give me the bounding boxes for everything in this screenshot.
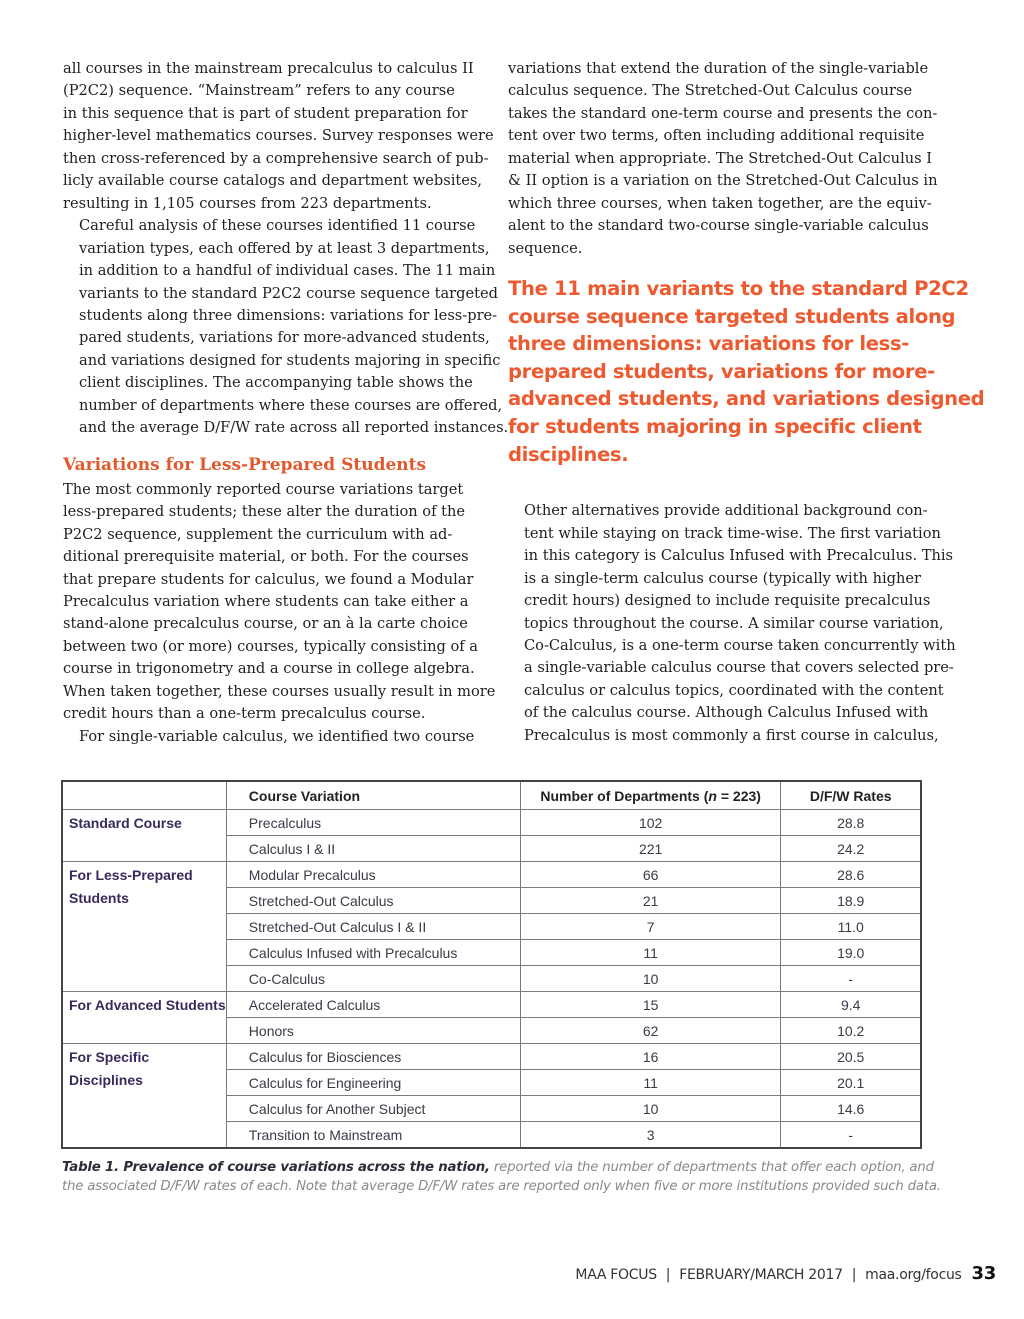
text-line: client disciplines. The accompanying table shows the: [79, 374, 473, 392]
departments-cell: 11: [520, 940, 780, 966]
rate-cell: 10.2: [781, 1018, 921, 1044]
variation-cell: Stretched-Out Calculus I & II: [226, 914, 520, 940]
text-line: which three courses, when taken together, are the equiv-: [508, 194, 932, 212]
text-line: a single-variable calculus course that covers selected pre-: [524, 659, 954, 677]
text-line: material when appropriate. The Stretched-Out Calculus I: [508, 149, 933, 167]
text-line: advanced students, and variations designed: [508, 387, 985, 411]
departments-header: Number of Departments (n = 223): [520, 781, 780, 810]
text-line: alent to the standard two-course single-variable calculus: [508, 217, 929, 235]
issue-date: FEBRUARY/MARCH 2017: [679, 1267, 843, 1283]
text-line: stand-alone precalculus course, or an à la carte choice: [63, 615, 468, 633]
variation-cell: Calculus for Engineering: [226, 1070, 520, 1096]
separator: |: [851, 1267, 857, 1283]
text-line: takes the standard one-term course and presents the con-: [508, 104, 938, 122]
departments-cell: 21: [520, 888, 780, 914]
text-line: course sequence targeted students along: [508, 304, 956, 328]
text-line: is a single-term calculus course (typically with higher: [524, 569, 922, 587]
text-line: ditional prerequisite material, or both. For the courses: [63, 548, 469, 566]
table-row: [62, 1044, 921, 1070]
table-caption: [62, 1158, 942, 1196]
rate-cell: 19.0: [781, 940, 921, 966]
text-line: students along three dimensions: variations for less-pre-: [79, 306, 498, 324]
departments-cell: 7: [520, 914, 780, 940]
rate-cell: 11.0: [781, 914, 921, 940]
rates-header: D/F/W Rates: [781, 781, 921, 810]
paragraph: [508, 500, 956, 747]
text-line: tent while staying on track time-wise. The first variation: [524, 524, 941, 542]
group-label: For Specific Disciplines: [62, 1044, 226, 1149]
group-label: For Advanced Students: [62, 992, 226, 1044]
group-header: [62, 781, 226, 810]
variation-cell: Calculus for Biosciences: [226, 1044, 520, 1070]
departments-cell: 102: [520, 810, 780, 836]
text-line: three dimensions: variations for less-: [508, 332, 910, 356]
text-line: course in trigonometry and a course in college algebra.: [63, 660, 475, 678]
section-heading: Variations for Less-Prepared Students: [63, 454, 427, 475]
text-line: between two (or more) courses, typically consisting of a: [63, 637, 478, 655]
variation-cell: Calculus Infused with Precalculus: [226, 940, 520, 966]
variation-cell: Calculus I & II: [226, 836, 520, 862]
text-line: higher-level mathematics courses. Survey responses were: [63, 127, 494, 145]
text-line: Other alternatives provide additional background con-: [524, 502, 928, 520]
variation-cell: Calculus for Another Subject: [226, 1096, 520, 1122]
text-line: Precalculus variation where students can take either a: [63, 592, 469, 610]
rate-cell: 20.5: [781, 1044, 921, 1070]
text-line: When taken together, these courses usually result in more: [63, 682, 496, 700]
table-row: [62, 862, 921, 888]
text-line: topics throughout the course. A similar course variation,: [524, 614, 944, 632]
rate-cell: -: [781, 966, 921, 992]
rate-cell: 28.8: [781, 810, 921, 836]
variation-cell: Co-Calculus: [226, 966, 520, 992]
table-row: [62, 810, 921, 836]
paragraph: [63, 726, 491, 748]
text-line: calculus sequence. The Stretched-Out Calculus course: [508, 82, 913, 100]
departments-cell: 66: [520, 862, 780, 888]
variation-header: Course Variation: [226, 781, 520, 810]
text-line: less-prepared students; these alter the duration of the: [63, 503, 466, 521]
publication-name: MAA FOCUS: [575, 1267, 657, 1283]
text-line: P2C2 sequence, supplement the curriculum with ad-: [63, 525, 453, 543]
variation-cell: Accelerated Calculus: [226, 992, 520, 1018]
rate-cell: 20.1: [781, 1070, 921, 1096]
text-line: The 11 main variants to the standard P2C2: [508, 277, 969, 301]
group-label: Standard Course: [62, 810, 226, 862]
text-line: & II option is a variation on the Stretched-Out Calculus in: [508, 172, 938, 190]
paragraph: [63, 479, 496, 726]
variation-cell: Honors: [226, 1018, 520, 1044]
text-line: The most commonly reported course variations target: [63, 480, 464, 498]
text-line: pared students, variations for more-advanced students,: [79, 329, 490, 347]
text-line: all courses in the mainstream precalculus to calculus II: [63, 60, 474, 77]
text-line: sequence.: [508, 239, 583, 257]
text-line: prepared students, variations for more-: [508, 359, 935, 383]
text-line: and the average D/F/W rate across all reported instances.: [79, 419, 509, 437]
paragraph: [63, 215, 509, 440]
website-link[interactable]: maa.org/focus: [865, 1267, 962, 1283]
text-line: variants to the standard P2C2 course sequence targeted: [79, 284, 498, 302]
text-line: variations that extend the duration of the single-variable: [508, 60, 929, 77]
departments-cell: 221: [520, 836, 780, 862]
departments-cell: 10: [520, 1096, 780, 1122]
text-line: (P2C2) sequence. “Mainstream” refers to any course: [63, 82, 455, 100]
text-line: number of departments where these courses are offered,: [79, 396, 503, 414]
paragraph: [508, 58, 948, 260]
pull-quote: [508, 275, 985, 468]
page-footer: [560, 1263, 996, 1284]
rate-cell: 28.6: [781, 862, 921, 888]
text-line: of the calculus course. Although Calculus Infused with: [524, 704, 929, 722]
departments-cell: 10: [520, 966, 780, 992]
table-row: [62, 992, 921, 1018]
text-line: Careful analysis of these courses identified 11 course: [79, 217, 476, 235]
right-column: [508, 58, 985, 747]
group-label: For Less-Prepared Students: [62, 862, 226, 992]
text-line: licly available course catalogs and department websites,: [63, 172, 483, 190]
text-line: then cross-referenced by a comprehensive search of pub-: [63, 149, 489, 167]
text-line: variation types, each offered by at least 3 departments,: [79, 239, 490, 257]
variation-cell: Stretched-Out Calculus: [226, 888, 520, 914]
text-line: calculus or calculus topics, coordinated with the content: [524, 681, 944, 699]
text-line: Co-Calculus, is a one-term course taken concurrently with: [524, 636, 956, 654]
rate-cell: 24.2: [781, 836, 921, 862]
departments-cell: 16: [520, 1044, 780, 1070]
departments-cell: 15: [520, 992, 780, 1018]
text-line: in addition to a handful of individual cases. The 11 main: [79, 262, 496, 280]
caption-text: reported via the number of departments that offer each option, and the associated D/F/W rates of each. Note that average D/F/W rates are reported only when five or more institutions provided such data.: [62, 1160, 941, 1194]
text-line: For single-variable calculus, we identified two course: [79, 727, 475, 745]
variation-cell: Precalculus: [226, 810, 520, 836]
caption-title: Table 1. Prevalence of course variations across the nation,: [62, 1160, 490, 1175]
course-variations-table: [61, 780, 922, 1149]
departments-cell: 62: [520, 1018, 780, 1044]
text-line: in this category is Calculus Infused with Precalculus. This: [524, 547, 954, 565]
departments-cell: 11: [520, 1070, 780, 1096]
rate-cell: 9.4: [781, 992, 921, 1018]
rate-cell: 18.9: [781, 888, 921, 914]
paragraph: [63, 58, 494, 215]
text-line: that prepare students for calculus, we found a Modular: [63, 570, 474, 588]
page-number: 33: [971, 1263, 996, 1284]
departments-cell: 3: [520, 1122, 780, 1149]
variation-cell: Transition to Mainstream: [226, 1122, 520, 1149]
separator: |: [665, 1267, 671, 1283]
table-header-row: [62, 781, 921, 810]
left-column: [63, 58, 509, 748]
text-line: tent over two terms, often including additional requisite: [508, 127, 925, 145]
text-line: Precalculus is most commonly a first course in calculus,: [524, 726, 939, 744]
text-line: disciplines.: [508, 442, 629, 466]
variation-cell: Modular Precalculus: [226, 862, 520, 888]
text-line: resulting in 1,105 courses from 223 departments.: [63, 194, 432, 212]
text-line: for students majoring in specific client: [508, 415, 922, 439]
text-line: credit hours) designed to include requisite precalculus: [524, 592, 931, 610]
text-line: and variations designed for students majoring in specific: [79, 351, 501, 369]
rate-cell: 14.6: [781, 1096, 921, 1122]
text-line: in this sequence that is part of student preparation for: [63, 104, 468, 122]
rate-cell: -: [781, 1122, 921, 1149]
text-line: credit hours than a one-term precalculus course.: [63, 705, 426, 723]
